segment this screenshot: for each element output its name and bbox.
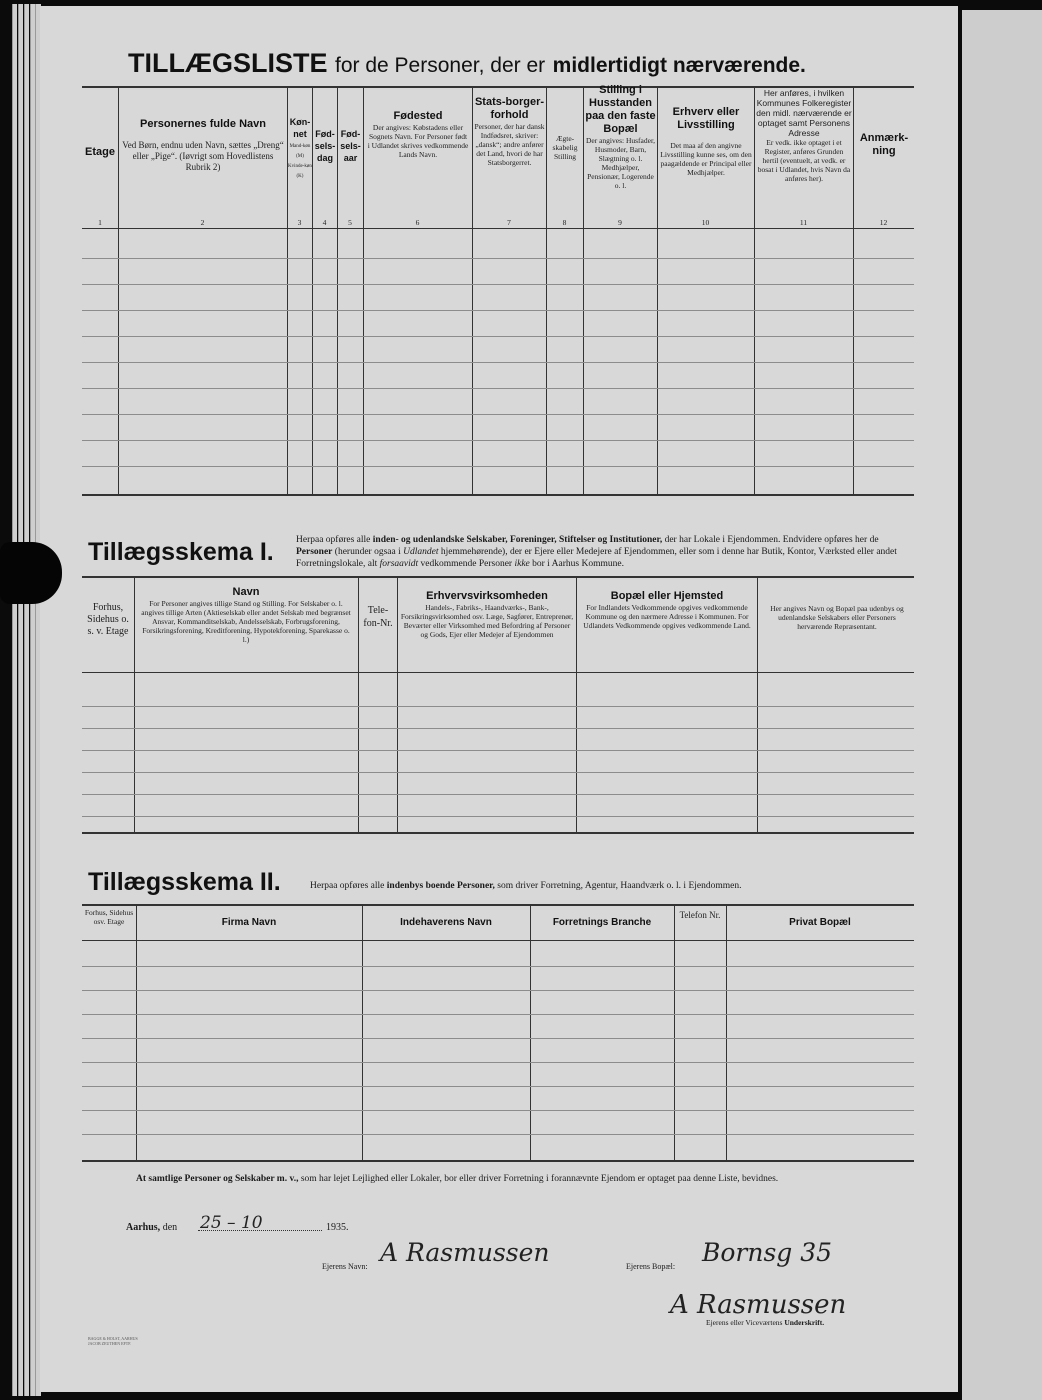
skema2-header-owner: Indehaverens Navn <box>400 917 492 928</box>
year: 1935. <box>326 1222 349 1233</box>
row-rule <box>82 1086 914 1087</box>
column-divider <box>472 86 473 496</box>
column-header-occupation: Erhverv eller Livsstilling Det maa af den angivne Livsstilling kunne ses, om den paagældende er Principal eller Medhjælper. <box>660 106 752 177</box>
column-number: 7 <box>507 218 511 227</box>
column-header-etage: Etage <box>85 146 115 158</box>
owner-name-handwritten: A Rasmussen <box>380 1238 550 1267</box>
owner-name-label: Ejerens Navn: <box>322 1262 368 1271</box>
signature-handwritten: A Rasmussen <box>670 1290 847 1320</box>
row-rule <box>82 816 914 817</box>
row-rule <box>82 336 914 337</box>
row-rule <box>82 966 914 967</box>
column-number: 6 <box>415 218 420 227</box>
row-rule <box>82 258 914 259</box>
printer-imprint: BAGGE & HOLST, AARHUS JACOB ZEUTHEN EFTF. <box>88 1336 138 1346</box>
column-header-birthday: Fød-sels-dag <box>314 129 336 163</box>
row-rule <box>82 310 914 311</box>
column-header-name: Personernes fulde Navn Ved Børn, endnu uden Navn, sættes „Dreng“ eller „Pige“. (Iøvrigt som Hovedlistens Rubrik 2) <box>122 118 284 172</box>
row-rule <box>82 414 914 415</box>
form-page <box>40 6 958 1392</box>
row-rule <box>82 728 914 729</box>
row-rule <box>82 750 914 751</box>
skema1-header-etage: Forhus, Sidehus o. s. v. Etage <box>87 602 129 637</box>
skema1-header-phone: Tele-fon-Nr. <box>363 605 393 629</box>
column-header-household: Stilling i Husstanden paa den faste Bopæl Der angives: Husfader, Husmoder, Barn, Slægtning o. l. Medhjælper, Pensionær, Logerende o. l. <box>585 84 656 190</box>
column-divider <box>530 904 531 1162</box>
column-divider <box>853 86 854 496</box>
row-rule <box>82 466 914 467</box>
skema2-header-residence: Privat Bopæl <box>789 917 851 928</box>
row-rule <box>82 1038 914 1039</box>
skema1-header-rule <box>82 672 914 673</box>
skema2-bottom-rule <box>82 1160 914 1162</box>
table-bottom-rule <box>82 494 914 496</box>
skema1-header-residence: Bopæl eller Hjemsted For Indlandets Vedkommende opgives vedkommende Kommune og den nærmere Adresse i Kommunen. For Udlandets Vedkommende opgives vedkommende Land. <box>583 590 751 630</box>
owner-address-handwritten: Bornsg 35 <box>702 1238 833 1267</box>
adjacent-page <box>962 10 1042 1400</box>
skema1-bottom-rule <box>82 832 914 834</box>
column-header-remarks: Anmærk-ning <box>859 132 909 157</box>
column-divider <box>754 86 755 496</box>
column-divider <box>674 904 675 1162</box>
column-number: 11 <box>799 218 808 227</box>
row-rule <box>82 794 914 795</box>
column-number: 5 <box>348 218 352 227</box>
column-divider <box>358 576 359 834</box>
column-number: 10 <box>701 218 710 227</box>
skema1-top-rule <box>82 576 914 578</box>
column-header-register: Her anføres, i hvilken Kommunes Folkeregister den midl. nærværende er optaget samt Personens Adresse Er vedk. ikke optaget i et Register, anføres Grunden hertil (eventuelt, at vedk. er bosat i Udlandet, hvis Navn da anføres her). <box>756 88 852 183</box>
column-number: 1 <box>98 218 102 227</box>
declaration: At samtlige Personer og Selskaber m. v., som har lejet Lejlighed eller Lokaler, bor eller driver Forretning i forannævnte Ejendom er optaget paa denne Liste, bevidnes. <box>136 1174 779 1184</box>
column-header-sex: Køn-net Mand-køn (M) Kvinde-køn (K) <box>288 117 312 179</box>
skema2-header-rule <box>82 940 914 941</box>
page-edge <box>24 4 29 1396</box>
column-number: 4 <box>322 218 327 227</box>
page-edge <box>12 4 17 1396</box>
row-rule <box>82 388 914 389</box>
column-number: 12 <box>879 218 888 227</box>
column-number: 9 <box>618 218 622 227</box>
skema2-header-firm: Firma Navn <box>221 917 277 928</box>
row-rule <box>82 284 914 285</box>
column-divider <box>118 86 119 496</box>
row-rule <box>82 1134 914 1135</box>
skema2-header-branch: Forretnings Branche <box>552 917 652 928</box>
skema1-title: Tillægsskema I. <box>88 538 274 566</box>
column-divider <box>363 86 364 496</box>
form-title: TILLÆGSLISTE for de Personer, der er midlertidigt nærværende. <box>128 48 806 78</box>
row-rule <box>82 440 914 441</box>
column-divider <box>397 576 398 834</box>
row-rule <box>82 362 914 363</box>
column-divider <box>576 576 577 834</box>
column-divider <box>657 86 658 496</box>
column-divider <box>136 904 137 1162</box>
binder-clip <box>0 542 62 604</box>
date-line: Aarhus, den <box>126 1222 178 1233</box>
column-divider <box>726 904 727 1162</box>
skema2-header-phone: Telefon Nr. <box>679 910 721 920</box>
skema2-title: Tillægsskema II. <box>88 868 281 896</box>
skema1-header-name: Navn For Personer angives tillige Stand og Stilling. For Selskaber o. l. angives tillige Arten (Aktieselskab eller andet Selskab med begrænset Ansvar, Kommanditselskab, Andelsselskab, Forbrugsforening, Forsikringsforening, Kreditforening, Hypotekforening, Sparekasse o. l.) <box>141 586 351 644</box>
page-edge <box>18 4 23 1396</box>
row-rule <box>82 706 914 707</box>
column-number: 8 <box>562 218 567 227</box>
row-rule <box>82 1014 914 1015</box>
row-rule <box>82 990 914 991</box>
date-handwritten: 25 – 10 <box>200 1213 263 1233</box>
signature-label: Ejerens eller Viceværtens Underskrift. <box>706 1318 825 1327</box>
column-header-birthyear: Fød-sels-aar <box>340 129 361 163</box>
column-divider <box>583 86 584 496</box>
column-header-citizenship: Stats-borger-forhold Personer, der har dansk Indfødsret, skriver: „dansk“; andre anfører det Land, hvori de har Statsborgerret. <box>474 96 545 167</box>
row-rule <box>82 1062 914 1063</box>
row-rule <box>82 1110 914 1111</box>
skema2-top-rule <box>82 904 914 906</box>
column-divider <box>362 904 363 1162</box>
skema1-header-representative: Her angives Navn og Bopæl paa udenbys og udenlandske Selskabers eller Personers herværende Repræsentant. <box>770 604 904 631</box>
column-header-birthplace: Fødested Der angives: Købstadens eller Sognets Navn. For Personer født i Udlandet skrives vedkommende Lands Navn. <box>367 110 469 159</box>
header-bottom-rule <box>82 228 914 229</box>
skema1-intro: Herpaa opføres alle inden- og udenlandske Selskaber, Foreninger, Stiftelser og Institutioner, der har Lokale i Ejendommen. Endvidere opføres her de Personer (herunder ogsaa i Udlandet hjemmehørende), der er Ejere eller Medejere af Ejendommen, eller som i denne har Butik, Kontor, Værksted eller andet Forretningslokale, alt forsaavidt vedkommende Personer ikke bor i Aarhus Kommune. <box>296 535 897 569</box>
column-divider <box>757 576 758 834</box>
column-number: 3 <box>297 218 302 227</box>
owner-address-label: Ejerens Bopæl: <box>626 1262 676 1271</box>
column-header-marital: Ægte-skabelig Stilling <box>552 134 578 161</box>
column-divider <box>134 576 135 834</box>
skema2-intro: Herpaa opføres alle indenbys boende Personer, som driver Forretning, Agentur, Haandværk o. l. i Ejendommen. <box>310 881 742 891</box>
column-number: 2 <box>200 218 205 227</box>
skema2-header-etage: Forhus, Sidehus osv. Etage <box>84 908 134 926</box>
row-rule <box>82 772 914 773</box>
skema1-header-business: Erhvervsvirksomheden Handels-, Fabriks-, Haandværks-, Bank-, Forsikringsvirksomhed osv. Læge, Sagfører, Entreprenør, Beværter eller Virksomhed med Befordring af Personer og Gods, Ejer eller Medejer af Ejendommen <box>400 590 574 639</box>
